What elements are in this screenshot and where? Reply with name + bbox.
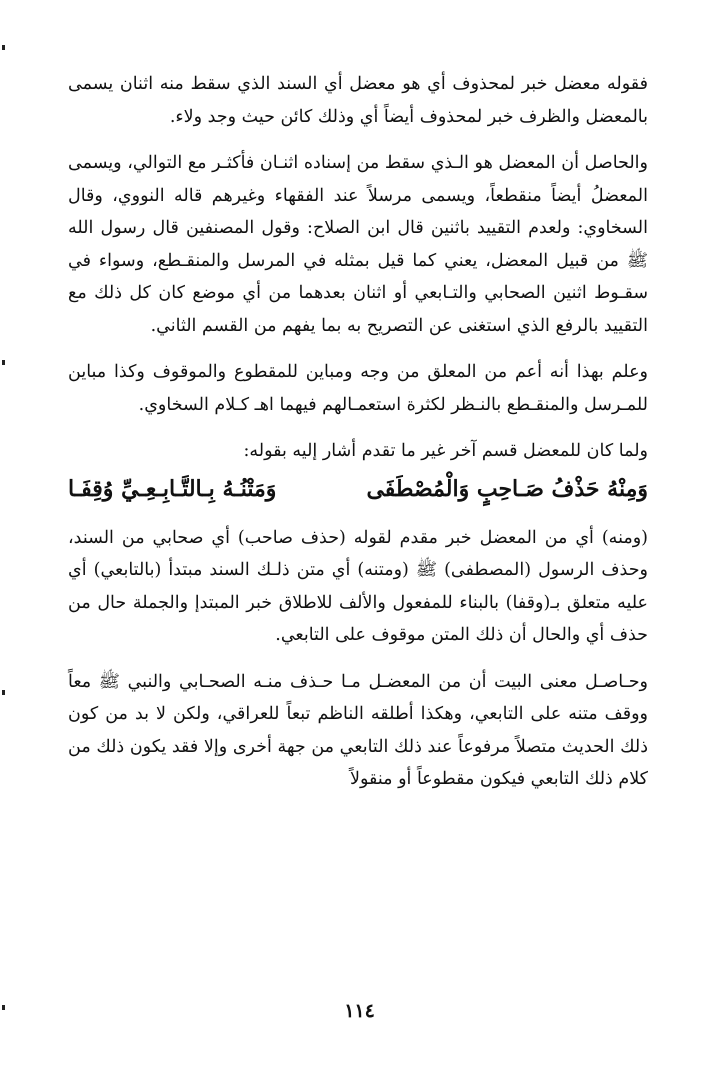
scan-mark [2,360,5,365]
spacer [68,652,648,666]
spacer [68,133,648,147]
paragraph-1: فقوله معضل خبر لمحذوف أي هو معضل أي السند الذي سقط منه اثنان يسمى بالمعضل والظرف خبر لمحذوف أيضاً أي وذلك كائن حيث وجد ولاء. [68,74,648,127]
paragraph-2: والحاصل أن المعضل هو الـذي سقط من إسناده اثنـان فأكثـر مع التوالي، ويسمى المعضلُ أيضاً منقطعاً، ويسمى مرسلاً عند الفقهاء وغيرهم قاله النووي، وقال السخاوي: ولعدم التقييد باثنين قال ابن الصلاح: وقول المصنفين قال رسول الله ﷺ من قبيل المعضل، يعني كما قيل بمثله في المرسل والمنقـطع، وسواء في سقـوط اثنين الصحابي والتـابعي أو اثنان بعدهما من أي موضع كان كل ذلك مع التقييد بالرفع الذي استغنى عن التصريح به بما يفهم من القسم الثاني. [68,153,648,336]
verse-hemistich-second: وَمَتْنُـهُ بِـالتَّـابِـعِـيِّ وُقِفَـا [68,475,277,502]
paragraph-6: وحـاصـل معنى البيت أن من المعضـل مـا حـذف منـه الصحـابي والنبي ﷺ معاً ووقف متنه على التابعي، وهكذا أطلقه الناظم تبعاً للعراقي، ولكن لا بد من كون ذلك الحديث متصلاً مرفوعاً عند ذلك التابعي من جهة أخرى وإلا فقد يكون ذلك من كلام ذلك التابعي فيكون مقطوعاً أو منقولاً [68,671,648,789]
scan-mark [2,45,5,50]
verse-hemistich-first: وَمِنْهُ حَذْفُ صَـاحِبٍ وَالْمُصْطَفَى [366,475,648,502]
spacer [68,342,648,356]
scan-mark [2,1005,5,1010]
spacer [68,421,648,435]
page-body [68,68,648,1068]
page-number: ١١٤ [344,1000,375,1022]
scan-mark [2,690,5,695]
paragraph-5: (ومنه) أي من المعضل خبر مقدم لقوله (حذف صاحب) أي صحابي من السند، وحذف الرسول (المصطفى) ﷺ (ومتنه) أي متن ذلـك السند مبتدأ (بالتابعي) أي عليه متعلق بـ(وقفا) بالبناء للمفعول والألف للاطلاق خبر المبتدإ والجملة حال من حذف أي والحال أن ذلك المتن موقوف على التابعي. [68,527,648,645]
paragraph-4: ولما كان للمعضل قسم آخر غير ما تقدم أشار إليه بقوله: [243,441,648,461]
paragraph-3: وعلم بهذا أنه أعم من المعلق من وجه ومباين للمقطوع والموقوف وكذا مباين للمـرسل والمنقـطع بالنـظر لكثرة استعمـالهم فيهما اهـ كـلام السخاوي. [68,362,648,415]
poem-verse [68,472,648,516]
